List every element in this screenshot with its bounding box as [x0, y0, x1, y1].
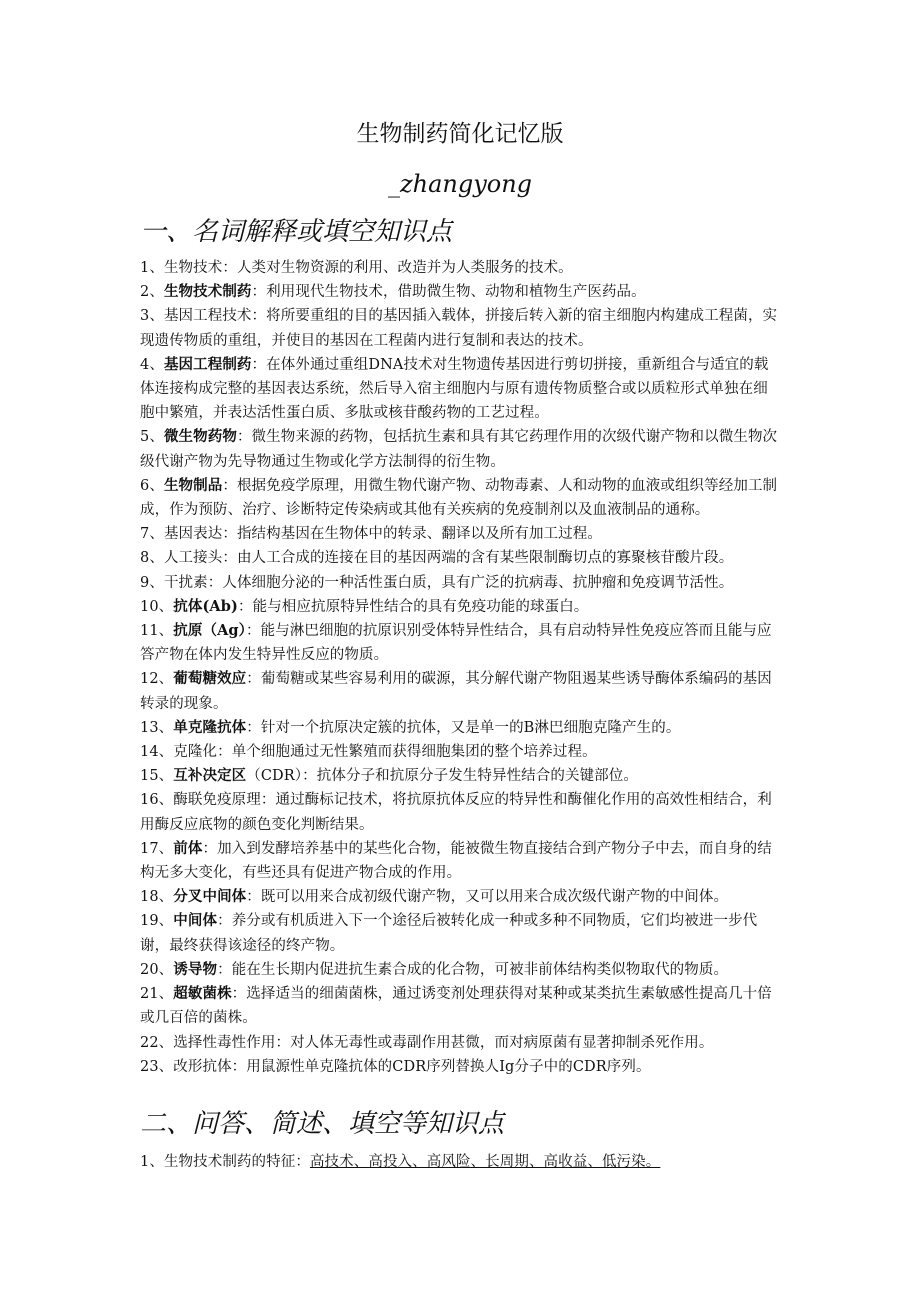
section1-list: [140, 256, 782, 1079]
list-item: [140, 837, 782, 885]
item-term: 分叉中间体: [173, 888, 247, 906]
item-number: 11、: [140, 623, 174, 640]
list-item: [140, 1031, 782, 1055]
item-number: 1、: [140, 1154, 164, 1170]
item-definition: 通过酶标记技术，将抗原抗体反应的特异性和酶催化作用的高效性相结合，利用酶反应底物的颜色变化判断结果。: [140, 792, 772, 833]
item-definition: 葡萄糖或某些容易利用的碳源，其分解代谢产物阻遏某些诱导酶体系编码的基因转录的现象。: [140, 671, 772, 712]
item-number: 4、: [140, 356, 164, 373]
document-title: 生物制药简化记忆版: [356, 121, 564, 147]
item-definition: 既可以用来合成初级代谢产物，又可以用来合成次级代谢产物的中间体。: [260, 889, 729, 906]
item-definition: 单个细胞通过无性繁殖而获得细胞集团的整个培养过程。: [231, 744, 597, 761]
list-item: [140, 595, 782, 619]
item-number: 8、: [140, 550, 164, 567]
item-term: 葡萄糖效应: [173, 670, 247, 688]
item-definition: 能在生长期内促进抗生素合成的化合物，可被非前体结构类似物取代的物质。: [231, 961, 729, 978]
item-term: 抗体(Ab): [173, 597, 238, 615]
item-number: 12、: [140, 671, 174, 688]
item-definition: 在体外通过重组DNA技术对生物遗传基因进行剪切拼接，重新组合与适宜的载体连接构成完整的基因表达系统，然后导入宿主细胞内与原有遗传物质整合或以质粒形式单独在细胞中繁殖，并表达活性蛋白质、多肽或核苷酸药物的工艺过程。: [140, 356, 769, 422]
list-item: [140, 1150, 782, 1174]
list-item: [140, 885, 782, 909]
list-item: [140, 958, 782, 982]
item-definition: 由人工合成的连接在目的基因两端的含有某些限制酶切点的寡聚核苷酸片段。: [236, 550, 734, 567]
item-number: 10、: [140, 598, 174, 615]
item-term: 诱导物: [173, 960, 218, 978]
item-separator: ：: [231, 986, 247, 1003]
item-separator: ：: [222, 477, 237, 494]
item-term: 基因工程制药: [163, 355, 252, 373]
list-item: [140, 522, 782, 546]
list-item: [140, 474, 782, 522]
item-number: 13、: [140, 719, 174, 736]
list-item: [140, 425, 782, 473]
item-separator: （CDR）：: [246, 768, 317, 785]
document-author: _zhangyong: [387, 170, 533, 198]
list-item: [140, 280, 782, 304]
item-definition: 能与相应抗原特异性结合的具有免疫功能的球蛋白。: [252, 598, 589, 615]
list-item: [140, 982, 782, 1030]
item-definition: 抗体分子和抗原分子发生特异性结合的关键部位。: [316, 768, 638, 785]
item-term: 互补决定区: [173, 767, 247, 785]
item-definition: 能与淋巴细胞的抗原识别受体特异性结合，具有启动特异性免疫应答而且能与应答产物在体内发生特异性反应的物质。: [140, 623, 772, 664]
item-separator: ：: [295, 1154, 310, 1170]
item-term: 中间体: [173, 912, 218, 930]
item-number: 1、: [140, 260, 164, 276]
list-item: [140, 716, 782, 740]
item-number: 5、: [140, 429, 164, 446]
item-separator: ：: [246, 623, 261, 640]
item-number: 3、: [140, 308, 164, 325]
item-term: 克隆化: [173, 744, 218, 761]
item-separator: ：: [237, 598, 253, 615]
item-number: 18、: [140, 889, 174, 906]
item-term: 超敏菌株: [173, 985, 232, 1003]
section1-heading: 一、名词解释或填空知识点: [140, 217, 453, 247]
item-definition: 用鼠源性单克隆抗体的CDR序列替换人Ig分子中的CDR序列。: [246, 1058, 651, 1075]
item-separator: ：: [222, 526, 237, 543]
list-item: [140, 764, 782, 788]
item-separator: ：: [207, 574, 223, 591]
item-definition: 人类对生物资源的利用、改造并为人类服务的技术。: [236, 260, 573, 276]
item-term: 微生物药物: [163, 428, 237, 446]
item-term: 抗原（Ag）: [173, 622, 247, 640]
list-item: [140, 256, 782, 280]
item-number: 20、: [140, 961, 174, 978]
item-term: 生物技术: [163, 260, 223, 276]
item-definition: 高技术、高投入、高风险、长周期、高收益、低污染。: [309, 1154, 661, 1170]
item-number: 16、: [140, 792, 174, 809]
section2-list: [140, 1150, 782, 1174]
list-item: [140, 740, 782, 764]
item-separator: ：: [251, 308, 267, 325]
item-term: 前体: [173, 839, 203, 857]
item-separator: ：: [222, 260, 237, 276]
list-item: [140, 788, 782, 836]
item-number: 14、: [140, 744, 174, 761]
item-term: 基因工程技术: [163, 308, 252, 325]
item-term: 选择性毒性作用: [173, 1034, 276, 1051]
list-item: [140, 1055, 782, 1079]
item-separator: ：: [222, 550, 237, 567]
item-definition: 加入到发酵培养基中的某些化合物，能被微生物直接结合到产物分子中去，而自身的结构无多大变化，有些还具有促进产物合成的作用。: [140, 840, 772, 882]
item-number: 15、: [140, 768, 174, 785]
list-item: [140, 304, 782, 352]
item-definition: 微生物来源的药物，包括抗生素和具有其它药理作用的次级代谢产物和以微生物次级代谢产物为先导物通过生物或化学方法制得的衍生物。: [140, 429, 778, 470]
item-term: 酶联免疫原理: [173, 792, 261, 809]
item-separator: ：: [236, 429, 252, 446]
item-number: 17、: [140, 840, 174, 857]
item-separator: ：: [251, 356, 267, 373]
item-number: 7、: [140, 526, 164, 543]
list-item: [140, 619, 782, 667]
item-definition: 对人体无毒性或毒副作用甚微，而对病原菌有显著抑制杀死作用。: [290, 1034, 714, 1051]
list-item: [140, 546, 782, 570]
item-term: 单克隆抗体: [173, 718, 247, 736]
item-definition: 针对一个抗原决定簇的抗体，又是单一的B淋巴细胞克隆产生的。: [260, 719, 681, 736]
item-separator: ：: [217, 913, 232, 930]
item-number: 2、: [140, 284, 164, 301]
item-separator: ：: [217, 744, 232, 761]
item-separator: ：: [231, 1058, 247, 1075]
section2-heading: 二、问答、简述、填空等知识点: [140, 1109, 505, 1139]
item-separator: ：: [260, 792, 276, 809]
item-separator: ：: [251, 284, 267, 301]
item-definition: 利用现代生物技术，借助微生物、动物和植物生产医药品。: [266, 284, 646, 301]
item-number: 9、: [140, 574, 164, 591]
item-definition: 指结构基因在生物体中的转录、翻译以及所有加工过程。: [236, 526, 602, 543]
item-definition: 选择适当的细菌菌株，通过诱变剂处理获得对某种或某类抗生素敏感性提高几十倍或几百倍的菌株。: [140, 986, 772, 1027]
item-definition: 将所要重组的目的基因插入载体，拼接后转入新的宿主细胞内构建成工程菌，实现遗传物质的重组，并使目的基因在工程菌内进行复制和表达的技术。: [140, 308, 778, 349]
item-number: 22、: [140, 1034, 174, 1051]
item-definition: 养分或有机质进入下一个途径后被转化成一种或多种不同物质，它们均被进一步代谢，最终获得该途径的终产物。: [140, 913, 758, 954]
list-item: [140, 667, 782, 715]
item-separator: ：: [217, 961, 232, 978]
item-separator: ：: [246, 889, 261, 906]
item-separator: ：: [246, 671, 261, 688]
item-term: 改形抗体: [173, 1058, 232, 1075]
list-item: [140, 353, 782, 426]
list-item: [140, 909, 782, 957]
list-item: [140, 571, 782, 595]
item-definition: 人体细胞分泌的一种活性蛋白质，具有广泛的抗病毒、抗肿瘤和免疫调节活性。: [222, 574, 734, 591]
item-number: 19、: [140, 913, 174, 930]
item-separator: ：: [275, 1034, 291, 1051]
item-definition: 根据免疫学原理，用微生物代谢产物、动物毒素、人和动物的血液或组织等经加工制成，作为预防、治疗、诊断特定传染病或其他有关疾病的免疫制剂以及血液制品的通称。: [140, 477, 778, 519]
item-number: 23、: [140, 1058, 174, 1075]
item-number: 6、: [140, 477, 164, 494]
item-term: 基因表达: [163, 526, 223, 543]
item-term: 生物制品: [163, 476, 223, 494]
item-number: 21、: [140, 986, 174, 1003]
item-separator: ：: [246, 719, 261, 736]
item-term: 生物技术制药的特征: [163, 1154, 296, 1170]
item-separator: ：: [202, 840, 218, 857]
item-term: 生物技术制药: [163, 283, 252, 301]
item-term: 人工接头: [163, 550, 223, 567]
item-term: 干扰素: [163, 574, 208, 591]
